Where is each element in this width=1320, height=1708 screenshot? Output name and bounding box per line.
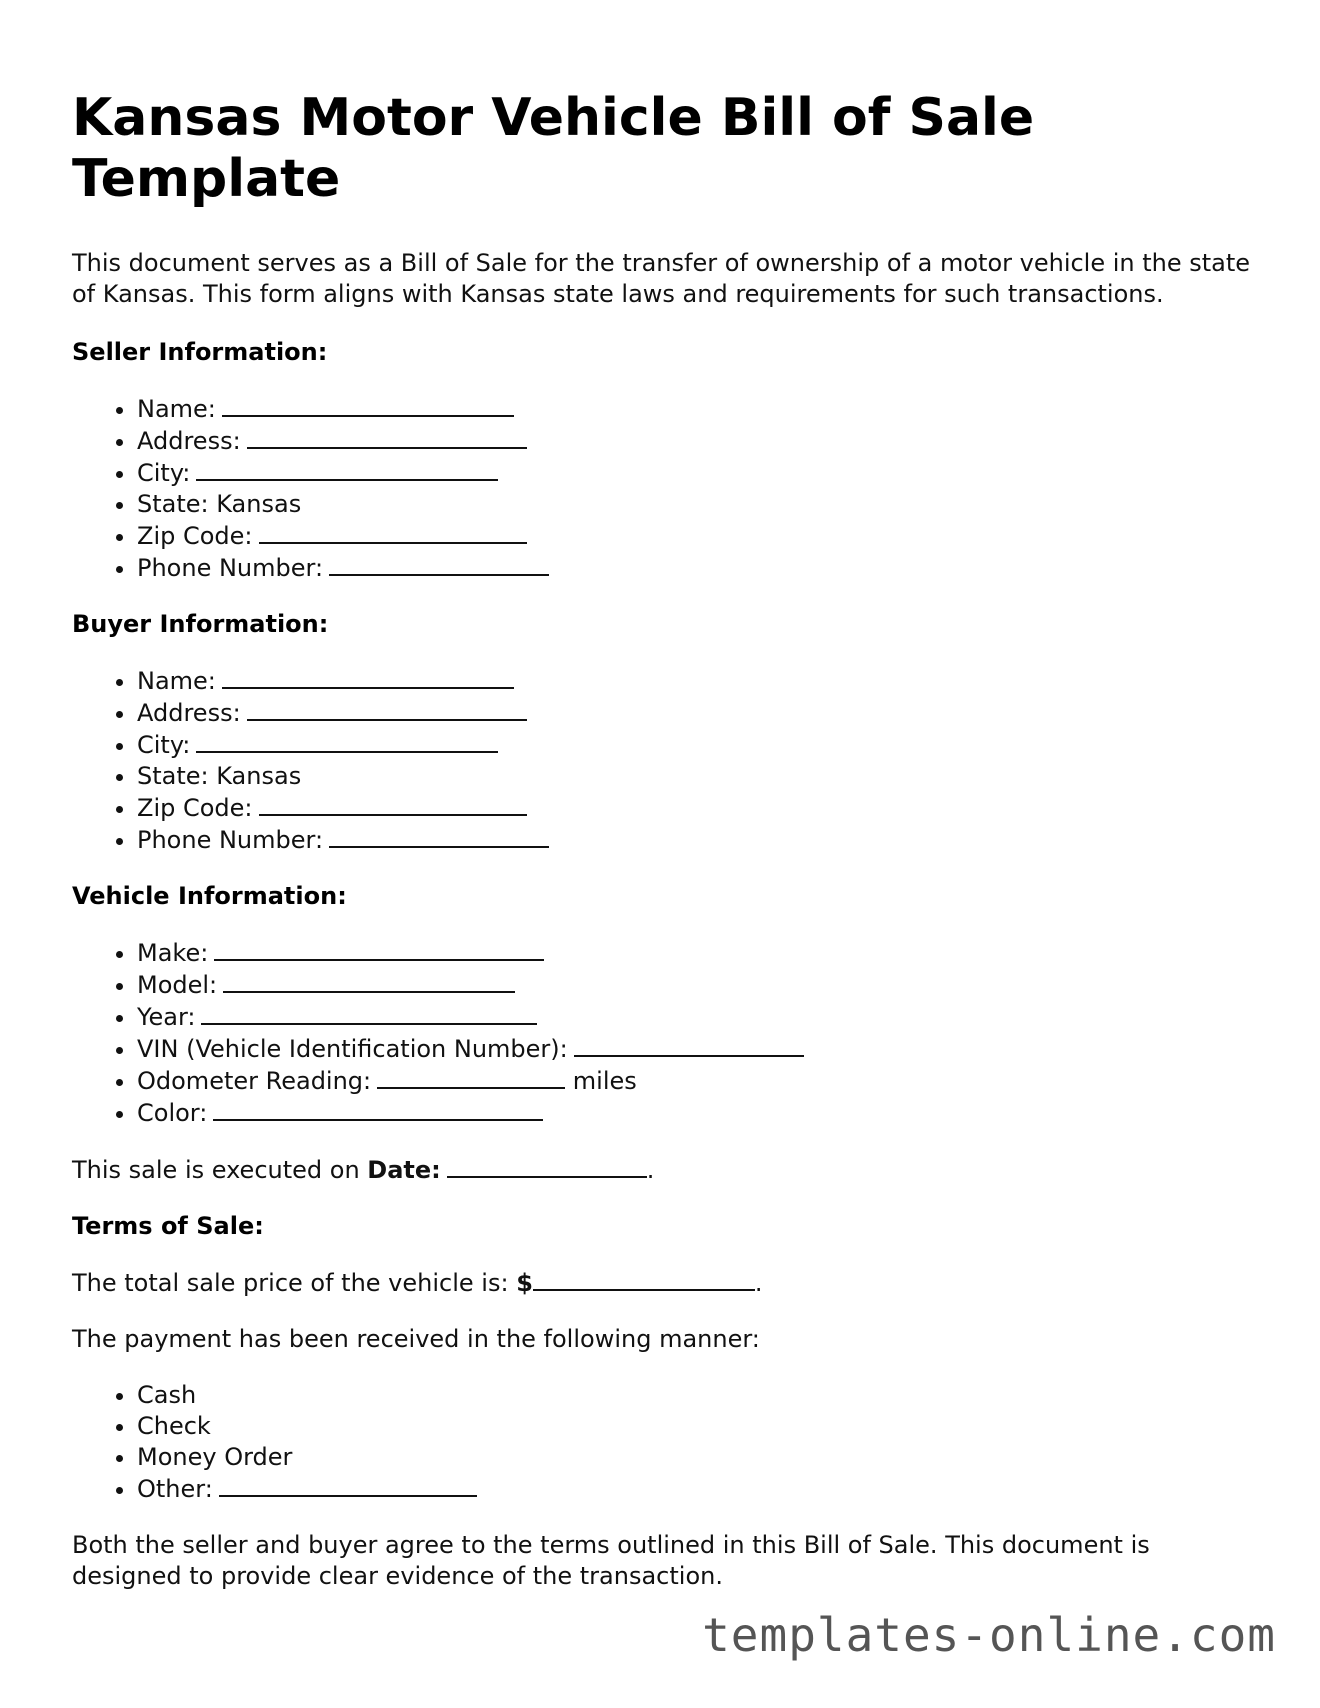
seller-heading: Seller Information: (72, 338, 328, 366)
buyer-name-blank[interactable] (222, 665, 514, 689)
vehicle-make-item (137, 937, 1252, 969)
seller-name-label: Name: (137, 395, 216, 423)
vehicle-color-label: Color: (137, 1099, 208, 1127)
vehicle-list (72, 937, 1252, 1129)
sale-price-suffix: . (754, 1269, 763, 1297)
intro-paragraph: This document serves as a Bill of Sale for the transfer of ownership of a motor vehicle in the state of Kansas. This form aligns with Kansas state laws and requirements for such transactions. (72, 249, 1251, 308)
sale-date-label: Date: (367, 1156, 441, 1184)
seller-name-blank[interactable] (222, 393, 514, 417)
payment-method-other (137, 1473, 1252, 1505)
vehicle-heading: Vehicle Information: (72, 882, 347, 910)
document-page (72, 88, 1252, 1617)
buyer-name-label: Name: (137, 667, 216, 695)
sale-date-prefix: This sale is executed on (72, 1156, 368, 1184)
payment-methods-list (72, 1380, 1252, 1505)
seller-zip-label: Zip Code: (137, 522, 253, 550)
seller-state-label: State: Kansas (137, 490, 302, 518)
seller-city-blank[interactable] (196, 457, 498, 481)
sale-date-line (72, 1154, 1252, 1186)
payment-method-cash: • Cash (137, 1380, 1252, 1411)
vehicle-odometer-blank[interactable] (377, 1065, 565, 1089)
buyer-phone-item (137, 824, 1252, 856)
buyer-list (72, 665, 1252, 856)
sale-date-blank[interactable] (447, 1154, 647, 1178)
seller-city-label: City: (137, 459, 191, 487)
buyer-city-item (137, 729, 1252, 761)
seller-address-blank[interactable] (247, 425, 527, 449)
vehicle-color-item (137, 1097, 1252, 1129)
vehicle-year-blank[interactable] (201, 1001, 537, 1025)
buyer-address-label: Address: (137, 699, 241, 727)
buyer-city-blank[interactable] (196, 729, 498, 753)
sale-price-currency: $ (516, 1269, 533, 1297)
buyer-phone-blank[interactable] (329, 824, 549, 848)
vehicle-vin-blank[interactable] (574, 1033, 804, 1057)
vehicle-odometer-label: Odometer Reading: (137, 1067, 372, 1095)
vehicle-make-label: Make: (137, 939, 209, 967)
seller-zip-item (137, 520, 1252, 552)
seller-name-item (137, 393, 1252, 425)
seller-phone-item (137, 552, 1252, 584)
seller-phone-blank[interactable] (329, 552, 549, 576)
payment-method-money-order: • Money Order (137, 1442, 1252, 1473)
vehicle-year-label: Year: (137, 1003, 196, 1031)
buyer-zip-blank[interactable] (259, 792, 527, 816)
payment-method-other-blank[interactable] (219, 1473, 477, 1497)
vehicle-color-blank[interactable] (213, 1097, 543, 1121)
watermark: templates-online.com (702, 1608, 1276, 1662)
buyer-address-item (137, 697, 1252, 729)
buyer-heading: Buyer Information: (72, 610, 329, 638)
sale-price-prefix: The total sale price of the vehicle is: (72, 1269, 517, 1297)
vehicle-year-item (137, 1001, 1252, 1033)
seller-city-item (137, 457, 1252, 489)
buyer-zip-item (137, 792, 1252, 824)
seller-zip-blank[interactable] (259, 520, 527, 544)
buyer-state-label: State: Kansas (137, 762, 302, 790)
payment-method-check: • Check (137, 1411, 1252, 1442)
document-title: Kansas Motor Vehicle Bill of Sale Template (72, 88, 1035, 209)
seller-address-item (137, 425, 1252, 457)
terms-heading: Terms of Sale: (72, 1212, 264, 1240)
payment-intro: The payment has been received in the following manner: (72, 1325, 760, 1353)
seller-list (72, 393, 1252, 584)
vehicle-model-label: Model: (137, 971, 218, 999)
buyer-address-blank[interactable] (247, 697, 527, 721)
closing-paragraph: Both the seller and buyer agree to the terms outlined in this Bill of Sale. This document is designed to provide clear evidence of the transaction. (72, 1531, 1150, 1590)
vehicle-odometer-item (137, 1065, 1252, 1097)
buyer-phone-label: Phone Number: (137, 826, 324, 854)
vehicle-model-blank[interactable] (223, 969, 515, 993)
vehicle-make-blank[interactable] (214, 937, 544, 961)
vehicle-vin-item (137, 1033, 1252, 1065)
vehicle-odometer-unit: miles (572, 1067, 637, 1095)
sale-price-blank[interactable] (533, 1267, 755, 1291)
sale-price-line (72, 1267, 1252, 1299)
buyer-state-item (137, 761, 1252, 792)
payment-method-other-label: Other: (137, 1475, 213, 1503)
buyer-city-label: City: (137, 731, 191, 759)
seller-state-item (137, 489, 1252, 520)
seller-address-label: Address: (137, 427, 241, 455)
vehicle-model-item (137, 969, 1252, 1001)
buyer-name-item (137, 665, 1252, 697)
vehicle-vin-label: VIN (Vehicle Identification Number): (137, 1035, 568, 1063)
buyer-zip-label: Zip Code: (137, 794, 253, 822)
sale-date-suffix: . (646, 1156, 655, 1184)
seller-phone-label: Phone Number: (137, 554, 324, 582)
